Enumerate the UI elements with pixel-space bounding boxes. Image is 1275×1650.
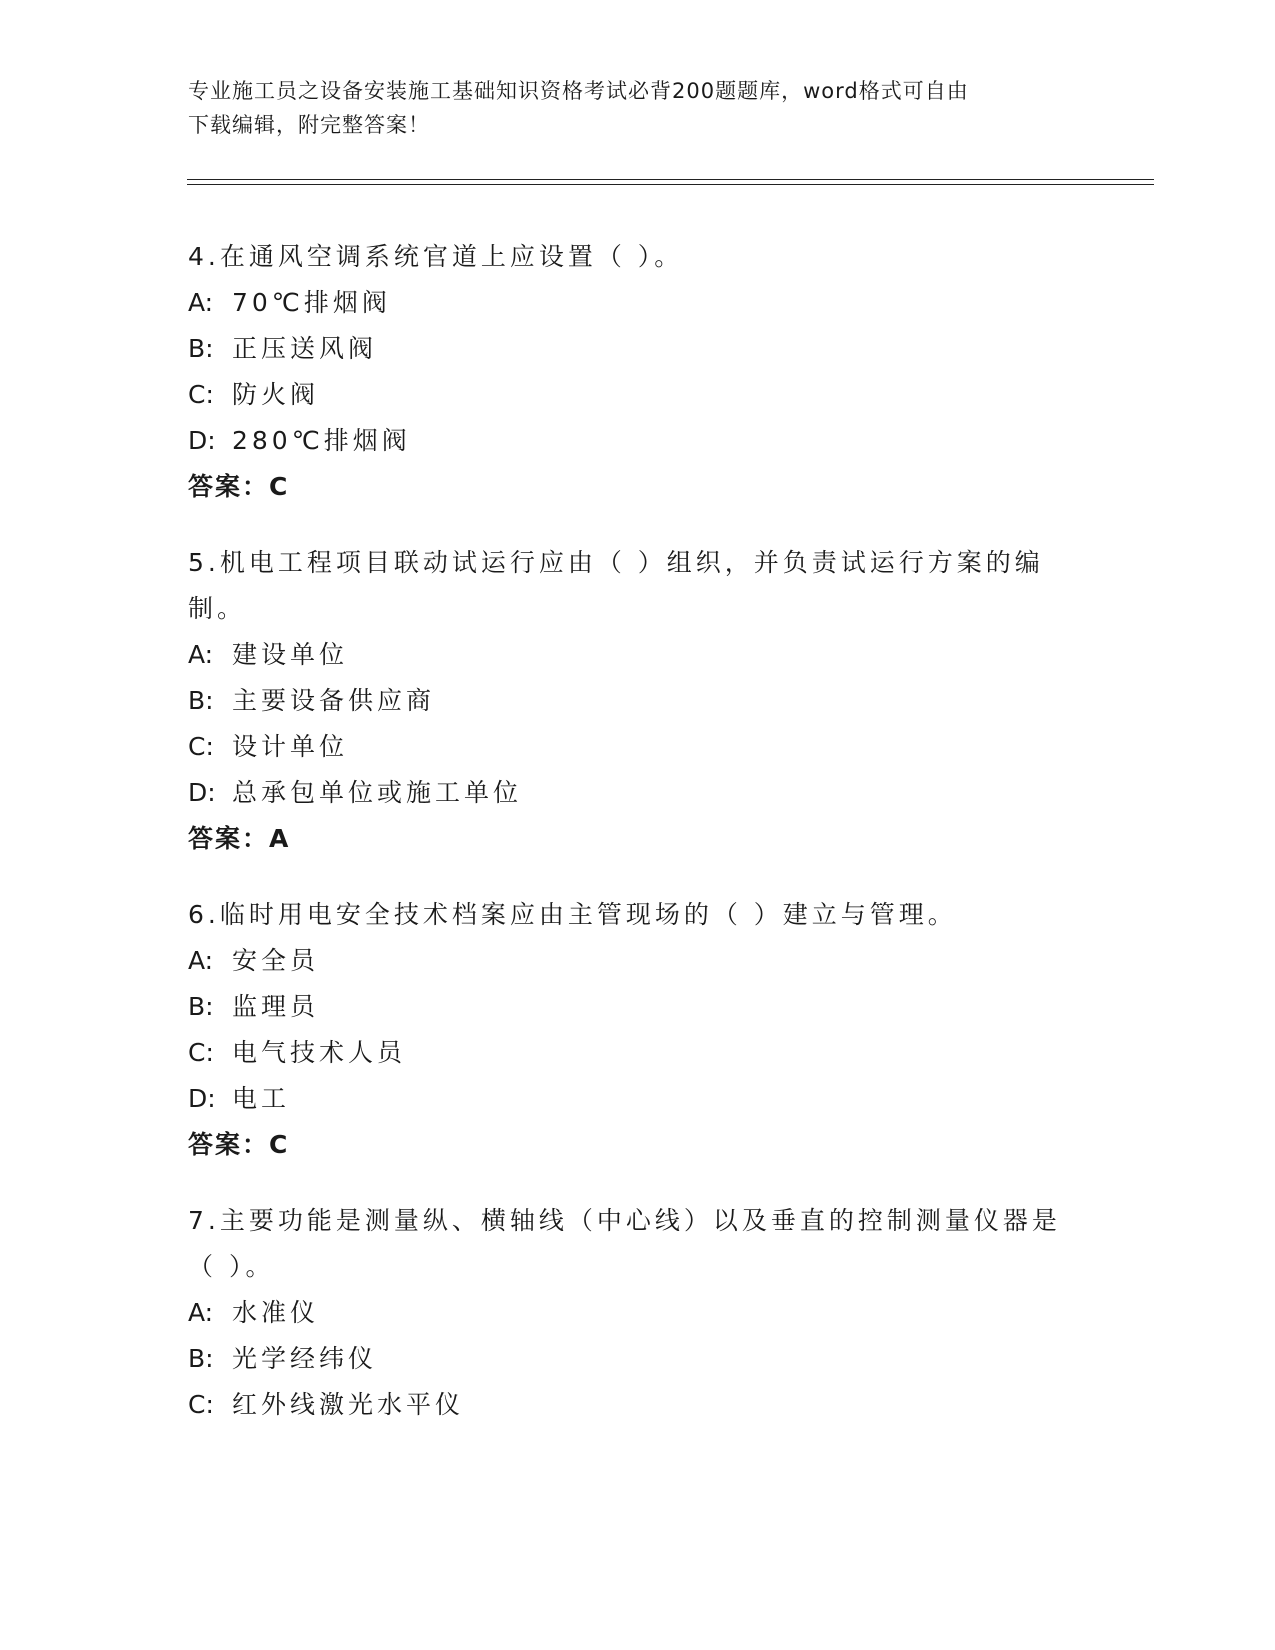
answer: 答案：C xyxy=(188,1130,290,1159)
option-b xyxy=(188,984,1088,1030)
option-c xyxy=(188,724,1088,770)
question-text: 5.机电工程项目联动试运行应由（ ）组织，并负责试运行方案的编制。 xyxy=(188,548,1044,623)
option-b xyxy=(188,678,1088,724)
option-d xyxy=(188,770,1088,816)
option-a xyxy=(188,1290,1088,1336)
option-text: 280℃排烟阀 xyxy=(232,426,411,455)
option-key: A: xyxy=(188,640,214,669)
option-c xyxy=(188,372,1088,418)
option-key: A: xyxy=(188,946,214,975)
option-text: 主要设备供应商 xyxy=(232,686,436,715)
option-key: C: xyxy=(188,1390,214,1419)
option-c xyxy=(188,1030,1088,1076)
question-5 xyxy=(188,540,1088,862)
question-4 xyxy=(188,234,1088,510)
option-key: C: xyxy=(188,732,214,761)
option-key: A: xyxy=(188,1298,214,1327)
option-text: 安全员 xyxy=(232,946,320,975)
option-text: 建设单位 xyxy=(232,640,349,669)
option-key: A: xyxy=(188,288,214,317)
document-header xyxy=(188,74,1068,142)
option-a xyxy=(188,632,1088,678)
option-text: 电气技术人员 xyxy=(232,1038,407,1067)
option-key: D: xyxy=(188,1084,216,1113)
option-text: 光学经纬仪 xyxy=(232,1344,378,1373)
option-d xyxy=(188,418,1088,464)
question-7 xyxy=(188,1198,1088,1428)
question-text: 4.在通风空调系统官道上应设置（ ）。 xyxy=(188,242,684,271)
question-text: 7.主要功能是测量纵、横轴线（中心线）以及垂直的控制测量仪器是（ ）。 xyxy=(188,1206,1061,1281)
question-6 xyxy=(188,892,1088,1168)
option-b xyxy=(188,326,1088,372)
option-a xyxy=(188,938,1088,984)
option-text: 设计单位 xyxy=(232,732,349,761)
header-line-2: 下载编辑，附完整答案！ xyxy=(188,113,430,137)
option-b xyxy=(188,1336,1088,1382)
question-text: 6.临时用电安全技术档案应由主管现场的（ ）建立与管理。 xyxy=(188,900,957,929)
option-text: 监理员 xyxy=(232,992,320,1021)
option-key: B: xyxy=(188,686,214,715)
option-text: 正压送风阀 xyxy=(232,334,378,363)
header-line-1: 专业施工员之设备安装施工基础知识资格考试必背200题题库，word格式可自由 xyxy=(188,79,969,103)
option-a xyxy=(188,280,1088,326)
option-text: 总承包单位或施工单位 xyxy=(232,778,523,807)
option-key: C: xyxy=(188,1038,214,1067)
option-text: 红外线激光水平仪 xyxy=(232,1390,465,1419)
answer: 答案：C xyxy=(188,472,290,501)
answer: 答案：A xyxy=(188,824,291,853)
question-list xyxy=(188,234,1088,1458)
header-divider-bottom xyxy=(187,184,1154,185)
option-key: B: xyxy=(188,992,214,1021)
option-key: B: xyxy=(188,1344,214,1373)
option-d xyxy=(188,1076,1088,1122)
header-divider-top xyxy=(187,179,1154,180)
option-text: 防火阀 xyxy=(232,380,320,409)
option-key: D: xyxy=(188,778,216,807)
option-text: 电工 xyxy=(232,1084,291,1113)
option-key: D: xyxy=(188,426,216,455)
option-text: 70℃排烟阀 xyxy=(232,288,391,317)
option-key: C: xyxy=(188,380,214,409)
option-c xyxy=(188,1382,1088,1428)
option-text: 水准仪 xyxy=(232,1298,320,1327)
option-key: B: xyxy=(188,334,214,363)
